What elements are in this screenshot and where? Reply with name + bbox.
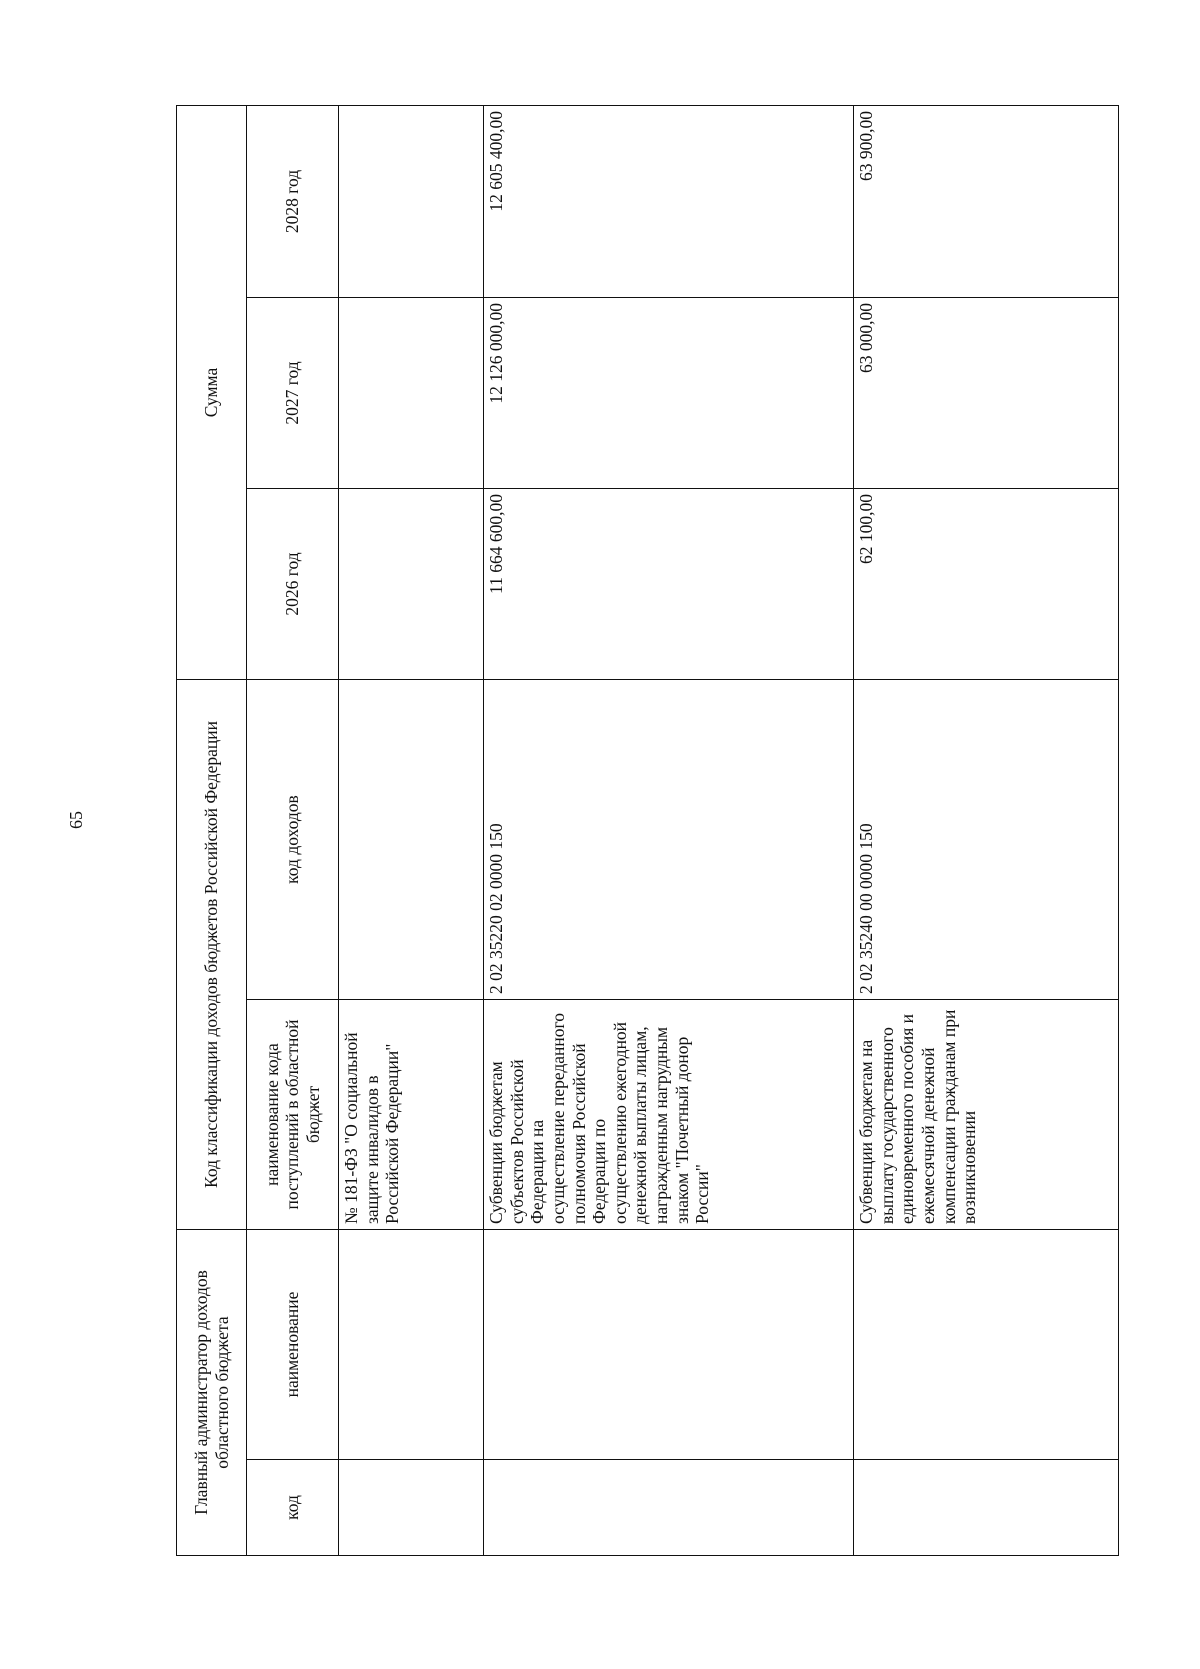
table-row [484,106,854,1556]
cell-sum-2026 [339,489,484,680]
table-row [854,106,1119,1556]
header-col-income-code: код доходов [247,680,339,1000]
table-row [339,106,484,1556]
page-number: 65 [66,811,86,829]
cell-receipt-name: Субвенции бюджетам на выплату государственного единовременного пособия и ежемесячной денежной компенсации гражданам при возникновении [854,1000,1119,1230]
header-admin-group: Главный администратор доходов областного бюджета [177,1230,247,1556]
cell-admin-name [484,1230,854,1460]
header-sum-group: Сумма [177,106,247,680]
cell-income-code: 2 02 35220 02 0000 150 [484,680,854,1000]
cell-admin-name [339,1230,484,1460]
cell-admin-code [339,1460,484,1556]
cell-sum-2026: 11 664 600,00 [484,489,854,680]
cell-sum-2027: 12 126 000,00 [484,298,854,489]
header-col-name: наименование [247,1230,339,1460]
cell-income-code: 2 02 35240 00 0000 150 [854,680,1119,1000]
cell-sum-2028 [339,106,484,298]
header-classification-group: Код классификации доходов бюджетов Российской Федерации [177,680,247,1230]
header-col-2026: 2026 год [247,489,339,680]
cell-admin-code [484,1460,854,1556]
cell-sum-2026: 62 100,00 [854,489,1119,680]
income-table [176,105,1119,1556]
cell-sum-2027 [339,298,484,489]
cell-sum-2027: 63 000,00 [854,298,1119,489]
cell-sum-2028: 63 900,00 [854,106,1119,298]
header-col-2028: 2028 год [247,106,339,298]
cell-receipt-name: № 181-ФЗ "О социальной защите инвалидов в Российской Федерации" [339,1000,484,1230]
cell-admin-name [854,1230,1119,1460]
cell-receipt-name: Субвенции бюджетам субъектов Российской Федерации на осуществление переданного полномочия Российской Федерации по осуществлению ежегодной денежной выплаты лицам, награжденным нагрудным знаком "Почетный донор России" [484,1000,854,1230]
rotated-table-container [176,106,1118,1556]
header-col-2027: 2027 год [247,298,339,489]
cell-sum-2028: 12 605 400,00 [484,106,854,298]
header-col-code: код [247,1460,339,1556]
header-col-receipt-name: наименование кода поступлений в областной бюджет [247,1000,339,1230]
cell-admin-code [854,1460,1119,1556]
cell-income-code [339,680,484,1000]
